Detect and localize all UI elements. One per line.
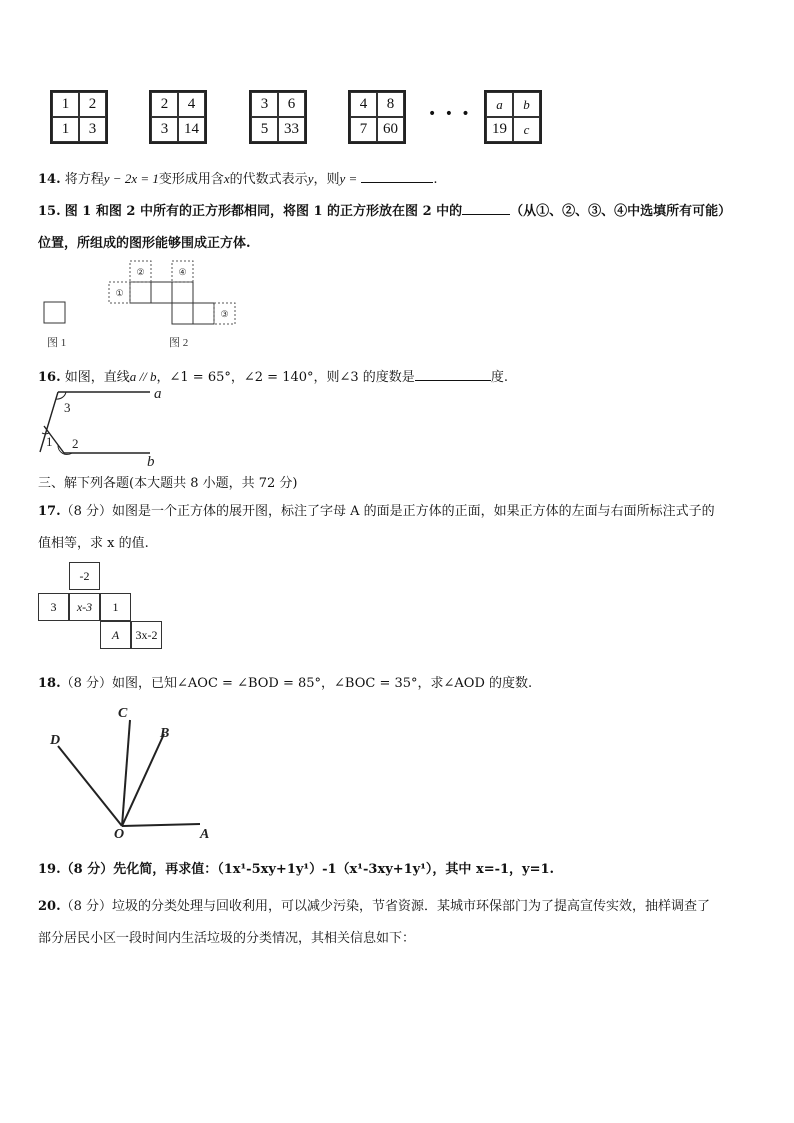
grid-cell: 1 <box>52 117 79 142</box>
number-grid-3 <box>249 90 307 144</box>
answer-blank[interactable] <box>415 368 491 381</box>
question-text: 如图，直线 <box>64 370 130 385</box>
label-a: a <box>154 386 162 402</box>
question-text: （8 分）如图，已知∠AOC = ∠BOD = 85°，∠BOC = 35°，求∠AOD 的度数. <box>60 676 533 691</box>
question-number: 19. <box>38 862 61 877</box>
question-19 <box>38 858 554 877</box>
question-text: （8 分）垃圾的分类处理与回收利用，可以减少污染，节省资源．某城市环保部门为了提高宣传实效，抽样调查了 <box>60 899 711 914</box>
equation: y = <box>339 171 358 186</box>
grid-cell: 33 <box>278 117 305 142</box>
grid-cell: 7 <box>350 117 377 142</box>
ray-OA <box>122 824 200 826</box>
number-grid-2 <box>149 90 207 144</box>
question-17-line2: 值相等，求 x 的值. <box>38 536 149 551</box>
grid-cell: a <box>486 92 513 117</box>
question-text: 度. <box>490 370 508 385</box>
question-number: 20. <box>38 899 61 914</box>
grid-cell: 5 <box>251 117 278 142</box>
position-2-mark: ② <box>136 267 145 277</box>
grid-cell: 1 <box>52 92 79 117</box>
variable-y: y <box>307 171 314 186</box>
net-cell-front: A <box>100 621 131 649</box>
question-text: （8 分）先化简，再求值：（1x¹-5xy+1y¹）-1（x¹-3xy+1y¹），其中 x=-1，y=1. <box>60 862 555 877</box>
q18-figure <box>42 700 222 842</box>
question-15 <box>38 200 731 219</box>
label-O: O <box>114 827 125 842</box>
question-text: 的代数式表示 <box>229 172 308 187</box>
fig1-label: 图 1 <box>47 337 67 349</box>
question-16 <box>38 366 508 385</box>
grid-cell: 6 <box>278 92 305 117</box>
q15-figures <box>38 256 248 352</box>
ellipsis: • • • <box>428 106 472 122</box>
grid-cell: b <box>513 92 540 117</box>
grid-cell: 3 <box>79 117 106 142</box>
question-15-line2: 位置，所组成的图形能够围成正方体. <box>38 236 251 251</box>
question-text: 变形成用含 <box>158 172 224 187</box>
question-text: （从①、②、③、④中选填所有可能） <box>510 204 732 219</box>
question-text: （8 分）如图是一个正方体的展开图，标注了字母 A 的面是正方体的正面，如果正方体的左面与右面所标注式子的 <box>60 504 715 519</box>
section-heading: 三、解下列各题(本大题共 8 小题，共 72 分) <box>38 476 298 491</box>
position-3-mark: ③ <box>220 309 229 319</box>
label-D: D <box>50 733 61 748</box>
question-text: 图 1 和图 2 中所有的正方形都相同，将图 1 的正方形放在图 2 中的 <box>64 204 463 219</box>
grid-cell: 4 <box>178 92 205 117</box>
position-4-mark: ④ <box>178 267 187 277</box>
question-text: ，则 <box>313 172 340 187</box>
question-14 <box>38 168 438 187</box>
variable-x: x <box>223 171 230 186</box>
label-b: b <box>147 454 155 470</box>
question-17 <box>38 500 715 519</box>
label-C: C <box>118 706 128 721</box>
fig2-square <box>172 303 193 324</box>
answer-blank[interactable] <box>462 202 510 215</box>
ray-OD <box>58 746 122 826</box>
grid-cell: 8 <box>377 92 404 117</box>
net-cell-mid: x-3 <box>69 593 100 621</box>
label-A: A <box>200 827 210 842</box>
grid-cell: 60 <box>377 117 404 142</box>
grid-cell: 2 <box>151 92 178 117</box>
question-number: 17. <box>38 504 61 519</box>
grid-cell: 2 <box>79 92 106 117</box>
grid-cell: 14 <box>178 117 205 142</box>
question-20 <box>38 895 710 914</box>
net-cell-top: -2 <box>69 562 100 590</box>
net-cell-right: 1 <box>100 593 131 621</box>
fig2-square <box>172 282 193 303</box>
label-3: 3 <box>64 400 71 415</box>
label-2: 2 <box>72 436 79 451</box>
net-cell-left: 3 <box>38 593 69 621</box>
question-number: 16. <box>38 370 61 385</box>
question-18 <box>38 672 532 691</box>
period: . <box>433 172 438 187</box>
net-cell-bottom-right: 3x-2 <box>131 621 162 649</box>
parallel-statement: a // b <box>129 369 157 384</box>
number-grid-1 <box>50 90 108 144</box>
fig2-square <box>151 282 172 303</box>
grid-cell: 3 <box>251 92 278 117</box>
fig2-square <box>130 282 151 303</box>
label-B: B <box>160 726 170 741</box>
label-1: 1 <box>46 434 53 449</box>
answer-blank[interactable] <box>361 170 433 183</box>
grid-cell: c <box>513 117 540 142</box>
question-text: 将方程 <box>64 172 104 187</box>
grid-cell: 4 <box>350 92 377 117</box>
question-number: 15. <box>38 204 61 219</box>
fig2-square <box>193 303 214 324</box>
number-grid-5 <box>484 90 542 144</box>
question-number: 14. <box>38 172 61 187</box>
position-1-mark: ① <box>115 288 124 298</box>
fig2-label: 图 2 <box>169 337 189 349</box>
question-text: ，∠1 = 65°，∠2 = 140°，则∠3 的度数是 <box>156 370 415 385</box>
grid-cell: 19 <box>486 117 513 142</box>
fig1-square <box>44 302 65 323</box>
q16-figure <box>36 386 176 470</box>
number-grid-4 <box>348 90 406 144</box>
equation: y − 2x = 1 <box>103 171 159 186</box>
grid-cell: 3 <box>151 117 178 142</box>
question-20-line2: 部分居民小区一段时间内生活垃圾的分类情况，其相关信息如下： <box>38 931 416 946</box>
question-number: 18. <box>38 676 61 691</box>
